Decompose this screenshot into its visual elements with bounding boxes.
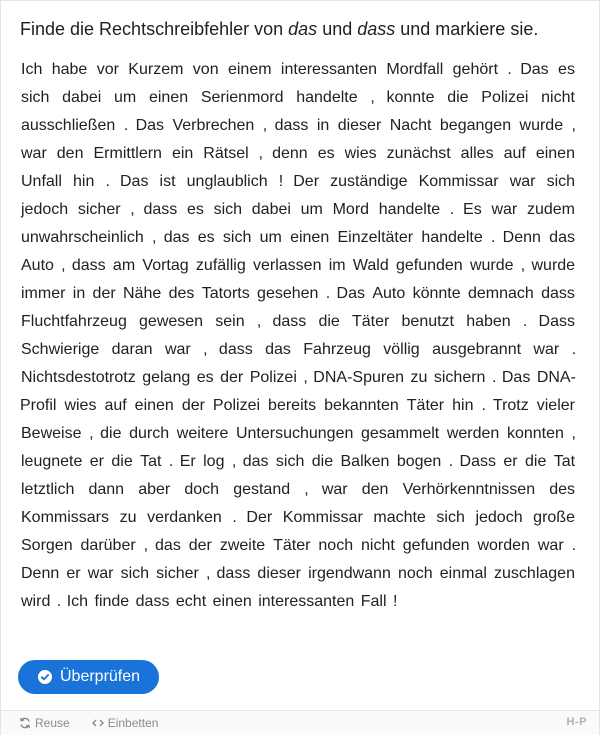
selectable-word[interactable]: von bbox=[192, 61, 219, 78]
selectable-word[interactable]: gelang bbox=[142, 369, 191, 386]
selectable-word[interactable]: dieser bbox=[337, 117, 382, 134]
selectable-word[interactable]: sich bbox=[222, 229, 252, 246]
selectable-word[interactable]: in bbox=[72, 285, 86, 302]
selectable-word[interactable]: einmal bbox=[439, 565, 487, 582]
selectable-word[interactable]: sichern bbox=[433, 369, 486, 386]
selectable-word[interactable]: Schwierige bbox=[21, 341, 100, 358]
punctuation: . bbox=[448, 453, 454, 470]
punctuation: , bbox=[130, 201, 135, 218]
selectable-word[interactable]: denn bbox=[272, 145, 308, 162]
selectable-word[interactable]: wies bbox=[64, 397, 97, 414]
selectable-word[interactable]: Wald bbox=[352, 257, 389, 274]
selectable-word[interactable]: dass bbox=[274, 117, 309, 134]
selectable-word[interactable]: interessanten bbox=[258, 593, 355, 610]
selectable-word[interactable]: des bbox=[549, 481, 576, 498]
selectable-word[interactable]: dass bbox=[541, 285, 575, 302]
selectable-word[interactable]: das bbox=[265, 341, 291, 358]
selectable-word[interactable]: nicht bbox=[361, 537, 395, 554]
selectable-word[interactable]: Der bbox=[246, 509, 273, 526]
selectable-word[interactable]: sein bbox=[215, 313, 245, 330]
selectable-word[interactable]: gesammelt bbox=[360, 425, 440, 442]
selectable-word[interactable]: DNA-Spuren bbox=[313, 369, 404, 386]
reuse-link[interactable] bbox=[19, 716, 70, 730]
punctuation: , bbox=[571, 425, 576, 442]
task-middle: und bbox=[317, 19, 358, 39]
selectable-word[interactable]: er bbox=[89, 453, 105, 470]
selectable-word[interactable]: daran bbox=[111, 341, 153, 358]
selectable-word[interactable]: dass bbox=[143, 201, 178, 218]
selectable-word[interactable]: Auto bbox=[372, 285, 406, 302]
selectable-word[interactable]: einen bbox=[148, 89, 189, 106]
punctuation: ! bbox=[278, 173, 284, 190]
task-suffix: und markiere sie. bbox=[395, 19, 539, 39]
selectable-word[interactable]: das bbox=[549, 229, 575, 246]
embed-link[interactable] bbox=[92, 716, 159, 730]
selectable-word[interactable]: werden bbox=[446, 425, 500, 442]
reuse-label: Reuse bbox=[35, 716, 70, 730]
selectable-word[interactable]: um bbox=[114, 89, 137, 106]
selectable-word[interactable]: es bbox=[196, 369, 214, 386]
selectable-word[interactable]: dass bbox=[216, 565, 251, 582]
punctuation: ! bbox=[392, 593, 398, 610]
selectable-word[interactable]: die bbox=[318, 313, 340, 330]
selectable-word[interactable]: war bbox=[491, 201, 518, 218]
selectable-word[interactable]: große bbox=[533, 509, 575, 526]
punctuation: , bbox=[89, 425, 94, 442]
selectable-word[interactable]: Verhörkenntnissen bbox=[402, 481, 536, 498]
selectable-word[interactable]: ist bbox=[159, 173, 176, 190]
punctuation: , bbox=[304, 481, 309, 498]
selectable-word[interactable]: Das bbox=[135, 117, 165, 134]
selectable-word[interactable]: die bbox=[525, 453, 547, 470]
selectable-word[interactable]: sich bbox=[120, 565, 150, 582]
selectable-word[interactable]: wurde bbox=[531, 257, 576, 274]
punctuation: , bbox=[256, 313, 262, 330]
punctuation: . bbox=[123, 117, 129, 134]
selectable-word[interactable]: die bbox=[447, 89, 469, 106]
selectable-word[interactable]: demnach bbox=[467, 285, 534, 302]
selectable-word[interactable]: Unfall bbox=[21, 173, 62, 190]
selectable-word[interactable]: Denn bbox=[502, 229, 541, 246]
check-circle-icon bbox=[38, 670, 52, 684]
selectable-word[interactable]: es bbox=[197, 229, 215, 246]
selectable-word[interactable]: einen bbox=[212, 593, 252, 610]
selectable-word[interactable]: letztlich bbox=[21, 481, 75, 498]
selectable-word[interactable]: vieler bbox=[536, 397, 575, 414]
selectable-word[interactable]: war bbox=[21, 145, 47, 162]
selectable-word[interactable]: auf bbox=[104, 397, 127, 414]
selectable-word[interactable]: wies bbox=[344, 145, 377, 162]
embed-label: Einbetten bbox=[107, 716, 159, 730]
selectable-word[interactable]: dass bbox=[218, 341, 253, 358]
selectable-word[interactable]: dass bbox=[272, 313, 307, 330]
selectable-word[interactable]: Auto bbox=[21, 257, 54, 274]
selectable-word[interactable]: um bbox=[259, 229, 282, 246]
selectable-word[interactable]: Der bbox=[293, 173, 320, 190]
selectable-word[interactable]: bekannten bbox=[324, 397, 399, 414]
selectable-word[interactable]: völlig bbox=[383, 341, 420, 358]
selectable-word[interactable]: es bbox=[186, 201, 204, 218]
selectable-word[interactable]: Das bbox=[120, 173, 149, 190]
punctuation: , bbox=[262, 117, 268, 134]
punctuation: , bbox=[203, 341, 208, 358]
selectable-word[interactable]: Fluchtfahrzeug bbox=[21, 313, 127, 330]
selectable-word[interactable]: handelte bbox=[296, 89, 358, 106]
code-icon bbox=[92, 717, 104, 729]
selectable-word[interactable]: war bbox=[321, 481, 348, 498]
selectable-word[interactable]: der bbox=[220, 369, 244, 386]
selectable-word[interactable]: benutzt bbox=[401, 313, 454, 330]
selectable-word[interactable]: Ich bbox=[66, 593, 89, 610]
punctuation: , bbox=[303, 369, 308, 386]
selectable-word[interactable]: Nichtsdestotrotz bbox=[21, 369, 136, 386]
selectable-word[interactable]: zweite bbox=[219, 537, 266, 554]
selectable-word[interactable]: Das bbox=[501, 369, 531, 386]
selectable-word[interactable]: um bbox=[300, 201, 323, 218]
selectable-word[interactable]: es bbox=[317, 145, 335, 162]
punctuation: . bbox=[490, 229, 496, 246]
selectable-word[interactable]: die bbox=[100, 425, 122, 442]
selectable-word[interactable]: jedoch bbox=[475, 509, 523, 526]
selectable-word[interactable]: einen bbox=[134, 397, 174, 414]
selectable-word[interactable]: weitere bbox=[176, 425, 229, 442]
selectable-word[interactable]: Kurzem bbox=[128, 61, 184, 78]
punctuation: . bbox=[481, 397, 486, 414]
punctuation: . bbox=[491, 369, 497, 386]
selectable-word[interactable]: handelte bbox=[421, 229, 483, 246]
selectable-word[interactable]: Tat bbox=[553, 453, 576, 470]
punctuation: . bbox=[168, 453, 174, 470]
selectable-word[interactable]: zuständige bbox=[330, 173, 408, 190]
selectable-word[interactable]: Fahrzeug bbox=[303, 341, 371, 358]
punctuation: , bbox=[370, 89, 375, 106]
selectable-word[interactable]: die bbox=[311, 453, 334, 470]
selectable-word[interactable]: Balken bbox=[340, 453, 390, 470]
selectable-word[interactable]: gefunden bbox=[402, 537, 470, 554]
selectable-word[interactable]: sich bbox=[436, 509, 465, 526]
selectable-word[interactable]: noch bbox=[318, 537, 354, 554]
selectable-word[interactable]: wurde bbox=[519, 117, 564, 134]
selectable-word[interactable]: könnte bbox=[412, 285, 461, 302]
selectable-word[interactable]: gesehen bbox=[257, 285, 319, 302]
selectable-word[interactable]: das bbox=[155, 537, 181, 554]
selectable-word[interactable]: alles bbox=[460, 145, 494, 162]
check-button[interactable] bbox=[18, 660, 159, 694]
selectable-word[interactable]: irgendwann bbox=[308, 565, 391, 582]
punctuation: . bbox=[105, 173, 110, 190]
selectable-word[interactable]: Untersuchungen bbox=[235, 425, 354, 442]
selectable-word[interactable]: hin bbox=[73, 173, 95, 190]
selectable-word[interactable]: haben bbox=[466, 313, 511, 330]
selectable-word[interactable]: noch bbox=[397, 565, 433, 582]
task-prefix: Finde die Rechtschreibfehler von bbox=[20, 19, 289, 39]
selectable-word[interactable]: durch bbox=[129, 425, 170, 442]
selectable-word[interactable]: bogen bbox=[396, 453, 442, 470]
selectable-word[interactable]: dabei bbox=[251, 201, 291, 218]
selectable-word[interactable]: aber bbox=[138, 481, 171, 498]
task-word-dass: dass bbox=[357, 19, 396, 39]
selectable-word[interactable]: darüber bbox=[80, 537, 136, 554]
selectable-word[interactable]: dann bbox=[88, 481, 125, 498]
selectable-word[interactable]: konnten bbox=[506, 425, 564, 442]
selectable-word[interactable]: zudem bbox=[526, 201, 575, 218]
selectable-word[interactable]: unglaublich bbox=[186, 173, 268, 190]
h5p-logo: H-P bbox=[566, 716, 587, 728]
selectable-word[interactable]: Polizei bbox=[481, 89, 529, 106]
selectable-word[interactable]: wurde bbox=[469, 257, 514, 274]
selectable-word[interactable]: dabei bbox=[62, 89, 102, 106]
selectable-word[interactable]: handelte bbox=[378, 201, 441, 218]
punctuation: . bbox=[571, 341, 577, 358]
selectable-word[interactable]: Mord bbox=[332, 201, 370, 218]
selectable-word[interactable]: Einzeltäter bbox=[337, 229, 414, 246]
selectable-word[interactable]: Täter bbox=[406, 397, 445, 414]
selectable-word[interactable]: es bbox=[558, 61, 575, 78]
punctuation: . bbox=[56, 593, 62, 610]
selectable-word[interactable]: am bbox=[112, 257, 136, 274]
task-description bbox=[20, 17, 580, 41]
selectable-word[interactable]: er bbox=[503, 453, 518, 470]
selectable-word[interactable]: leugnete bbox=[21, 453, 83, 470]
selectable-word[interactable]: Ermittlern bbox=[93, 145, 162, 162]
selectable-word[interactable]: den bbox=[56, 145, 84, 162]
selectable-word[interactable]: Täter bbox=[273, 537, 311, 554]
selectable-word[interactable]: war bbox=[537, 537, 564, 554]
selectable-word[interactable]: sicher bbox=[156, 565, 199, 582]
selectable-word[interactable]: Polizei bbox=[249, 369, 297, 386]
reuse-icon bbox=[19, 717, 31, 729]
selectable-word[interactable]: Nacht bbox=[389, 117, 432, 134]
selectable-word[interactable]: einem bbox=[227, 61, 272, 78]
selectable-word[interactable]: war bbox=[87, 565, 114, 582]
selectable-word[interactable]: unwahrscheinlich bbox=[21, 229, 144, 246]
selectable-word[interactable]: verlassen bbox=[252, 257, 322, 274]
selectable-word[interactable]: doch bbox=[184, 481, 220, 498]
selectable-word[interactable]: sich bbox=[275, 453, 305, 470]
selectable-word[interactable]: Es bbox=[463, 201, 482, 218]
selectable-word[interactable]: wird bbox=[21, 593, 51, 610]
selectable-word[interactable]: ausschließen bbox=[21, 117, 116, 134]
selectable-word[interactable]: immer bbox=[21, 285, 66, 302]
punctuation: , bbox=[231, 453, 237, 470]
punctuation: . bbox=[571, 537, 577, 554]
selectable-word[interactable]: Tatorts bbox=[201, 285, 250, 302]
selectable-word[interactable]: Fall bbox=[360, 593, 387, 610]
selectable-word[interactable]: zufällig bbox=[195, 257, 246, 274]
selectable-word[interactable]: Rätsel bbox=[203, 145, 249, 162]
selectable-word[interactable]: worden bbox=[477, 537, 530, 554]
punctuation: , bbox=[258, 145, 264, 162]
punctuation: . bbox=[325, 285, 331, 302]
selectable-word[interactable]: Trotz bbox=[492, 397, 529, 414]
selectable-word[interactable]: gewesen bbox=[139, 313, 204, 330]
selectable-word[interactable]: sicher bbox=[77, 201, 121, 218]
punctuation: . bbox=[507, 61, 512, 78]
selectable-word[interactable]: das bbox=[242, 453, 269, 470]
check-button-label: Überprüfen bbox=[60, 668, 141, 685]
selectable-word[interactable]: Kommissar bbox=[282, 509, 363, 526]
selectable-word[interactable]: Tat bbox=[140, 453, 162, 470]
selectable-word[interactable]: ein bbox=[171, 145, 194, 162]
selectable-word[interactable]: interessanten bbox=[280, 61, 377, 78]
selectable-word[interactable]: die bbox=[111, 453, 133, 470]
selectable-word[interactable]: dieser bbox=[257, 565, 301, 582]
selectable-word[interactable]: gefunden bbox=[395, 257, 463, 274]
selectable-word[interactable]: zu bbox=[410, 369, 428, 386]
selectable-word[interactable]: einen bbox=[290, 229, 330, 246]
punctuation: . bbox=[449, 201, 455, 218]
task-word-das: das bbox=[288, 19, 318, 39]
selectable-word[interactable]: habe bbox=[51, 61, 88, 78]
selectable-word[interactable]: Dass bbox=[538, 313, 575, 330]
punctuation: , bbox=[205, 565, 211, 582]
selectable-word[interactable]: sich bbox=[546, 173, 576, 190]
mark-the-words-text bbox=[20, 56, 576, 616]
selectable-word[interactable]: Polizei bbox=[212, 397, 261, 414]
punctuation: , bbox=[143, 537, 149, 554]
selectable-word[interactable]: begangen bbox=[439, 117, 512, 134]
selectable-word[interactable]: in bbox=[316, 117, 330, 134]
selectable-word[interactable]: dass bbox=[135, 593, 170, 610]
selectable-word[interactable]: Vortag bbox=[142, 257, 189, 274]
selectable-word[interactable]: gehört bbox=[452, 61, 499, 78]
selectable-word[interactable]: verdanken bbox=[147, 509, 222, 526]
selectable-word[interactable]: konnte bbox=[386, 89, 435, 106]
footer-bar bbox=[1, 710, 599, 735]
selectable-word[interactable]: Ich bbox=[21, 61, 43, 78]
selectable-word[interactable]: gestand bbox=[233, 481, 291, 498]
selectable-word[interactable]: das bbox=[163, 229, 190, 246]
selectable-word[interactable]: Serienmord bbox=[200, 89, 284, 106]
selectable-word[interactable]: einen bbox=[535, 145, 575, 162]
selectable-word[interactable]: der bbox=[92, 285, 116, 302]
selectable-word[interactable]: Mordfall bbox=[386, 61, 444, 78]
selectable-word[interactable]: Kommissars bbox=[21, 509, 110, 526]
selectable-word[interactable]: Sorgen bbox=[21, 537, 73, 554]
selectable-word[interactable]: Täter bbox=[351, 313, 390, 330]
selectable-word[interactable]: Nähe bbox=[123, 285, 162, 302]
selectable-word[interactable]: Kommissar bbox=[418, 173, 499, 190]
selectable-word[interactable]: Denn bbox=[21, 565, 60, 582]
selectable-word[interactable]: sich bbox=[21, 89, 50, 106]
selectable-word[interactable]: nicht bbox=[541, 89, 575, 106]
selectable-word[interactable]: den bbox=[361, 481, 389, 498]
selectable-word[interactable]: er bbox=[66, 565, 81, 582]
selectable-word[interactable]: Das bbox=[520, 61, 549, 78]
selectable-word[interactable]: hin bbox=[452, 397, 474, 414]
selectable-word[interactable]: vor bbox=[96, 61, 119, 78]
selectable-word[interactable]: war bbox=[509, 173, 536, 190]
selectable-word[interactable]: DNA-Profil bbox=[20, 369, 576, 414]
selectable-word[interactable]: dass bbox=[71, 257, 106, 274]
selectable-word[interactable]: Das bbox=[336, 285, 365, 302]
punctuation: , bbox=[151, 229, 157, 246]
selectable-word[interactable]: Beweise bbox=[21, 425, 82, 442]
selectable-word[interactable]: auf bbox=[503, 145, 526, 162]
punctuation: . bbox=[232, 509, 237, 526]
punctuation: , bbox=[520, 257, 526, 274]
selectable-word[interactable]: zu bbox=[119, 509, 137, 526]
selectable-word[interactable]: zuschlagen bbox=[494, 565, 575, 582]
selectable-word[interactable]: sich bbox=[213, 201, 243, 218]
selectable-word[interactable]: der bbox=[181, 397, 205, 414]
selectable-word[interactable]: Dass bbox=[459, 453, 496, 470]
selectable-word[interactable]: bereits bbox=[268, 397, 317, 414]
punctuation: . bbox=[522, 313, 528, 330]
selectable-word[interactable]: log bbox=[203, 453, 225, 470]
selectable-word[interactable]: Verbrechen bbox=[172, 117, 255, 134]
selectable-word[interactable]: des bbox=[168, 285, 195, 302]
selectable-word[interactable]: ausgebrannt bbox=[432, 341, 522, 358]
selectable-word[interactable]: jedoch bbox=[21, 201, 69, 218]
selectable-word[interactable]: finde bbox=[94, 593, 130, 610]
punctuation: , bbox=[571, 117, 576, 134]
selectable-word[interactable]: im bbox=[328, 257, 346, 274]
selectable-word[interactable]: war bbox=[164, 341, 191, 358]
selectable-word[interactable]: zunächst bbox=[386, 145, 451, 162]
selectable-word[interactable]: Er bbox=[179, 453, 196, 470]
punctuation: , bbox=[61, 257, 66, 274]
selectable-word[interactable]: war bbox=[533, 341, 560, 358]
selectable-word[interactable]: machte bbox=[373, 509, 426, 526]
selectable-word[interactable]: echt bbox=[175, 593, 207, 610]
selectable-word[interactable]: der bbox=[188, 537, 212, 554]
